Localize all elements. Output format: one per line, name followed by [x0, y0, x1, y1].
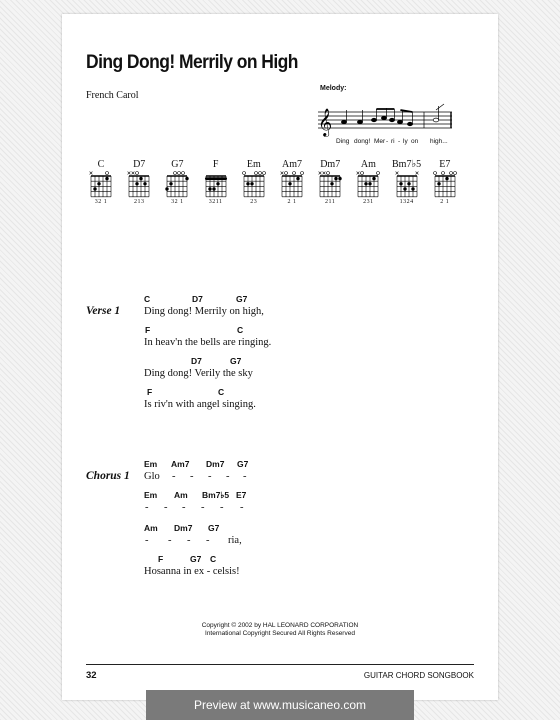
chord-symbol: Dm7	[174, 523, 193, 533]
finger-dot	[246, 182, 249, 185]
chord-grid	[201, 170, 231, 199]
chord-fingering: 2 1	[440, 198, 450, 205]
chord-symbol: Em	[144, 459, 158, 469]
lyric-fragment: -	[208, 471, 212, 482]
chord-fingering: 23	[250, 198, 258, 205]
lyric-fragment: In heav'n the bells are ringing.	[144, 337, 272, 348]
finger-dot	[437, 182, 440, 185]
open-string-marker	[254, 172, 257, 175]
melody-syllable: dong!	[354, 138, 371, 145]
lyric-fragment: Is riv'n with angel singing.	[144, 399, 256, 410]
chord-fingering: 213	[133, 198, 145, 205]
chord-diagram	[239, 160, 269, 206]
section-label-chorus-1: Chorus 1	[86, 470, 130, 482]
chord-fingering: 231	[363, 198, 374, 205]
open-string-marker	[106, 172, 109, 175]
lyric-fragment: -	[220, 502, 224, 513]
chord-diagram	[315, 160, 345, 206]
lyric-fragment: -	[240, 502, 244, 513]
chord-diagram-name: D7	[133, 159, 146, 170]
chord-symbol: F	[147, 387, 153, 397]
lyric-fragment: -	[145, 502, 149, 513]
chord-grid	[86, 170, 116, 199]
chord-symbol: C	[218, 387, 225, 397]
finger-dot	[216, 182, 219, 185]
chord-diagram	[124, 160, 154, 206]
chord-diagram-name: Em	[246, 159, 261, 170]
finger-dot	[288, 182, 291, 185]
lyric-fragment: -	[226, 471, 230, 482]
finger-dot	[445, 177, 448, 180]
book-title: GUITAR CHORD SONGBOOK	[363, 671, 474, 680]
finger-dot	[334, 177, 337, 180]
chord-symbol: G7	[230, 356, 242, 366]
lyric-fragment: Hosanna in ex - celsis!	[144, 566, 240, 577]
page-number: 32	[86, 670, 97, 681]
melody-staff	[312, 84, 454, 140]
chord-grid	[353, 170, 383, 199]
barre-marker	[205, 177, 227, 180]
finger-dot	[365, 182, 368, 185]
finger-dot	[330, 182, 333, 185]
chord-grid	[430, 170, 460, 199]
lyric-line	[144, 294, 444, 324]
chord-grid	[239, 170, 269, 199]
melody-syllable: ri	[391, 138, 395, 145]
chord-diagram-row	[86, 160, 466, 210]
chord-symbol: G7	[208, 523, 220, 533]
chord-diagram-name: Am	[360, 159, 376, 170]
finger-dot	[166, 187, 169, 190]
open-string-marker	[174, 172, 177, 175]
chord-diagram	[86, 160, 116, 206]
finger-dot	[208, 187, 211, 190]
chord-symbol: D7	[192, 294, 203, 304]
finger-dot	[186, 177, 189, 180]
chord-grid	[315, 170, 345, 199]
chord-fingering: 211	[325, 198, 336, 205]
chord-grid	[162, 170, 192, 199]
open-string-marker	[293, 172, 296, 175]
chord-fingering: 1324	[399, 198, 414, 205]
open-string-marker	[258, 172, 261, 175]
open-string-marker	[361, 172, 364, 175]
open-string-marker	[453, 172, 456, 175]
lyric-fragment: -	[206, 535, 210, 546]
finger-dot	[338, 177, 341, 180]
lyric-line	[144, 523, 444, 553]
chord-diagram-name: Bm7♭5	[392, 159, 422, 170]
chord-symbol: G7	[236, 294, 248, 304]
lyric-fragment: -	[201, 502, 205, 513]
finger-dot	[135, 182, 138, 185]
lyric-line	[144, 554, 444, 584]
finger-dot	[93, 187, 96, 190]
copyright-notice	[62, 622, 498, 638]
melody-syllable: on	[411, 138, 419, 145]
chord-diagram-name: Dm7	[320, 159, 341, 170]
chord-symbol: Am7	[171, 459, 190, 469]
chord-row	[144, 490, 444, 502]
preview-watermark-banner[interactable]: Preview at www.musicaneo.com	[146, 690, 414, 720]
lyric-fragment: Glo	[144, 471, 160, 482]
finger-dot	[411, 187, 414, 190]
lyric-fragment: -	[182, 502, 186, 513]
chord-symbol: Bm7♭5	[202, 490, 230, 500]
chord-fingering: 32 1	[94, 198, 108, 205]
finger-dot	[399, 182, 402, 185]
finger-dot	[105, 177, 108, 180]
lyric-line	[144, 356, 444, 386]
finger-dot	[403, 187, 406, 190]
chord-grid	[277, 170, 307, 199]
lyric-line	[144, 490, 444, 520]
song-title: Ding Dong! Merrily on High	[86, 52, 298, 73]
finger-dot	[97, 182, 100, 185]
chord-symbol: G7	[237, 459, 249, 469]
lyric-fragment: Ding dong! Verily the sky	[144, 368, 253, 379]
finger-dot	[296, 177, 299, 180]
chord-diagram	[392, 160, 422, 206]
chord-diagram-name: C	[97, 159, 105, 170]
chord-diagram-name: E7	[439, 159, 451, 170]
lyric-fragment: -	[164, 502, 168, 513]
chord-diagram	[162, 160, 192, 206]
melody-syllable: Mer	[374, 138, 386, 145]
lyric-fragment: -	[145, 535, 149, 546]
composer-credit: French Carol	[86, 90, 139, 101]
melody-syllable: -	[386, 138, 389, 145]
lyric-fragment: -	[172, 471, 176, 482]
open-string-marker	[327, 172, 330, 175]
finger-dot	[369, 182, 372, 185]
chord-symbol: C	[144, 294, 151, 304]
chord-diagram	[430, 160, 460, 206]
melody-syllable: -	[398, 138, 401, 145]
open-string-marker	[178, 172, 181, 175]
open-string-marker	[433, 172, 436, 175]
chord-row	[144, 459, 444, 471]
lyric-fragment: Ding dong! Merrily on high,	[144, 306, 264, 317]
open-string-marker	[441, 172, 444, 175]
chord-symbol: E7	[236, 490, 247, 500]
lyric-fragment: -	[187, 535, 191, 546]
chord-row	[144, 356, 444, 368]
open-string-marker	[136, 172, 139, 175]
open-string-marker	[182, 172, 185, 175]
finger-dot	[143, 182, 146, 185]
chord-symbol: Am	[144, 523, 158, 533]
melody-excerpt	[312, 84, 454, 154]
lyric-line	[144, 459, 444, 489]
lyric-line	[144, 325, 444, 355]
open-string-marker	[262, 172, 265, 175]
lyric-fragment: -	[243, 471, 247, 482]
chord-diagram	[353, 160, 383, 206]
chord-diagram	[201, 160, 231, 206]
chord-diagram-name: Am7	[282, 159, 302, 170]
finger-dot	[212, 187, 215, 190]
open-string-marker	[285, 172, 288, 175]
chord-grid	[392, 170, 422, 199]
open-string-marker	[301, 172, 304, 175]
lyric-fragment: ria,	[228, 535, 242, 546]
melody-syllable: Ding	[336, 138, 350, 145]
chord-row	[144, 325, 444, 337]
chord-symbol: F	[158, 554, 164, 564]
chord-symbol: Dm7	[206, 459, 225, 469]
lyric-fragment: -	[168, 535, 172, 546]
chord-row	[144, 294, 444, 306]
chord-symbol: C	[237, 325, 244, 335]
chord-fingering: 32 1	[171, 198, 184, 205]
treble-clef-icon: 𝄞	[318, 108, 333, 136]
chord-row	[144, 554, 444, 566]
chord-diagram-name: F	[212, 159, 219, 170]
chord-symbol: D7	[191, 356, 202, 366]
chord-symbol: Em	[144, 490, 158, 500]
chord-row	[144, 387, 444, 399]
chord-diagram	[277, 160, 307, 206]
open-string-marker	[242, 172, 245, 175]
sheet-music-page	[62, 14, 498, 700]
chord-fingering: 3211	[208, 198, 223, 205]
chord-grid	[124, 170, 154, 199]
chord-diagram-name: G7	[171, 159, 184, 170]
copyright-line: International Copyright Secured All Rights Reserved	[205, 630, 355, 637]
finger-dot	[373, 177, 376, 180]
finger-dot	[407, 182, 410, 185]
finger-dot	[170, 182, 173, 185]
open-string-marker	[377, 172, 380, 175]
section-label-verse-1: Verse 1	[86, 305, 121, 317]
chord-symbol: Am	[174, 490, 188, 500]
open-string-marker	[449, 172, 452, 175]
lyric-fragment: -	[190, 471, 194, 482]
melody-syllable: ly	[403, 138, 408, 145]
chord-fingering: 2 1	[287, 198, 297, 205]
melody-syllable: high...	[430, 138, 448, 145]
footer-divider	[86, 664, 474, 665]
chord-row	[144, 523, 444, 535]
copyright-line: Copyright © 2002 by HAL LEONARD CORPORATION	[201, 622, 359, 629]
chord-symbol: C	[210, 554, 217, 564]
finger-dot	[139, 177, 142, 180]
melody-label: Melody:	[320, 85, 347, 92]
lyric-line	[144, 387, 444, 417]
chord-symbol: F	[145, 325, 151, 335]
finger-dot	[250, 182, 253, 185]
chord-symbol: G7	[190, 554, 202, 564]
melody-notes	[341, 104, 444, 126]
